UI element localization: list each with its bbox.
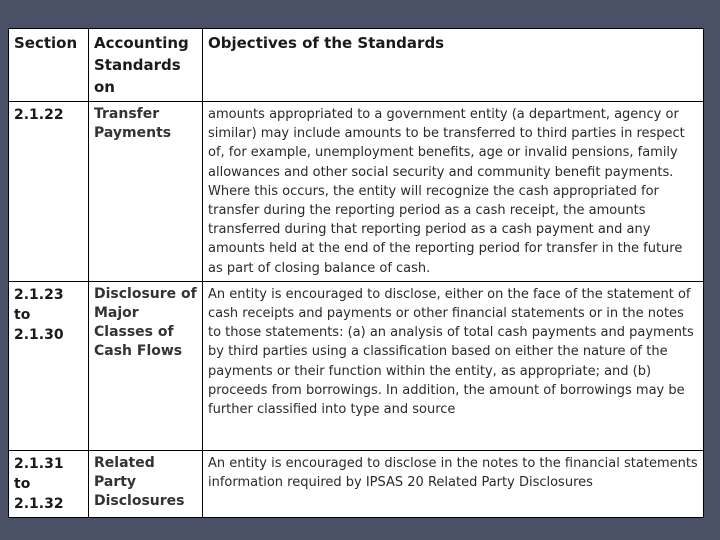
section-cell: 2.1.23 to 2.1.30 (9, 281, 89, 450)
standard-cell: Transfer Payments (89, 102, 203, 282)
header-standard: Accounting Standards on (89, 29, 203, 102)
header-objective: Objectives of the Standards (203, 29, 704, 102)
standard-cell: Disclosure of Major Classes of Cash Flows (89, 281, 203, 450)
section-cell: 2.1.22 (9, 102, 89, 282)
objective-cell: amounts appropriated to a government entity (a department, agency or similar) may include amounts to be transferred to third parties in respect of, for example, unemployment benefits, age or invalid pensions, family allowances and other social security and community benefit payments. Where this occurs, the entity will recognize the cash appropriated for transfer during the reporting period as a cash receipt, the amounts transferred during that reporting period as a cash payment and any amounts held at the end of the reporting period for transfer in the future as part of closing balance of cash. (203, 102, 704, 282)
objective-cell: An entity is encouraged to disclose in the notes to the financial statements information required by IPSAS 20 Related Party Disclosures (203, 450, 704, 517)
objective-cell: An entity is encouraged to disclose, either on the face of the statement of cash receipts and payments or other financial statements or in the notes to those statements: (a) an analysis of total cash payments and payments by third parties using a classification based on either the nature of the payments or their function within the entity, as appropriate; and (b) proceeds from borrowings. In addition, the amount of borrowings may be further classified into type and source (203, 281, 704, 450)
standard-cell: Related Party Disclosures (89, 450, 203, 517)
section-cell: 2.1.31 to 2.1.32 (9, 450, 89, 517)
header-section: Section (9, 29, 89, 102)
table-row (9, 102, 704, 282)
table-row (9, 281, 704, 450)
table-header-row (9, 29, 704, 102)
standards-table (8, 28, 704, 518)
table-row (9, 450, 704, 517)
